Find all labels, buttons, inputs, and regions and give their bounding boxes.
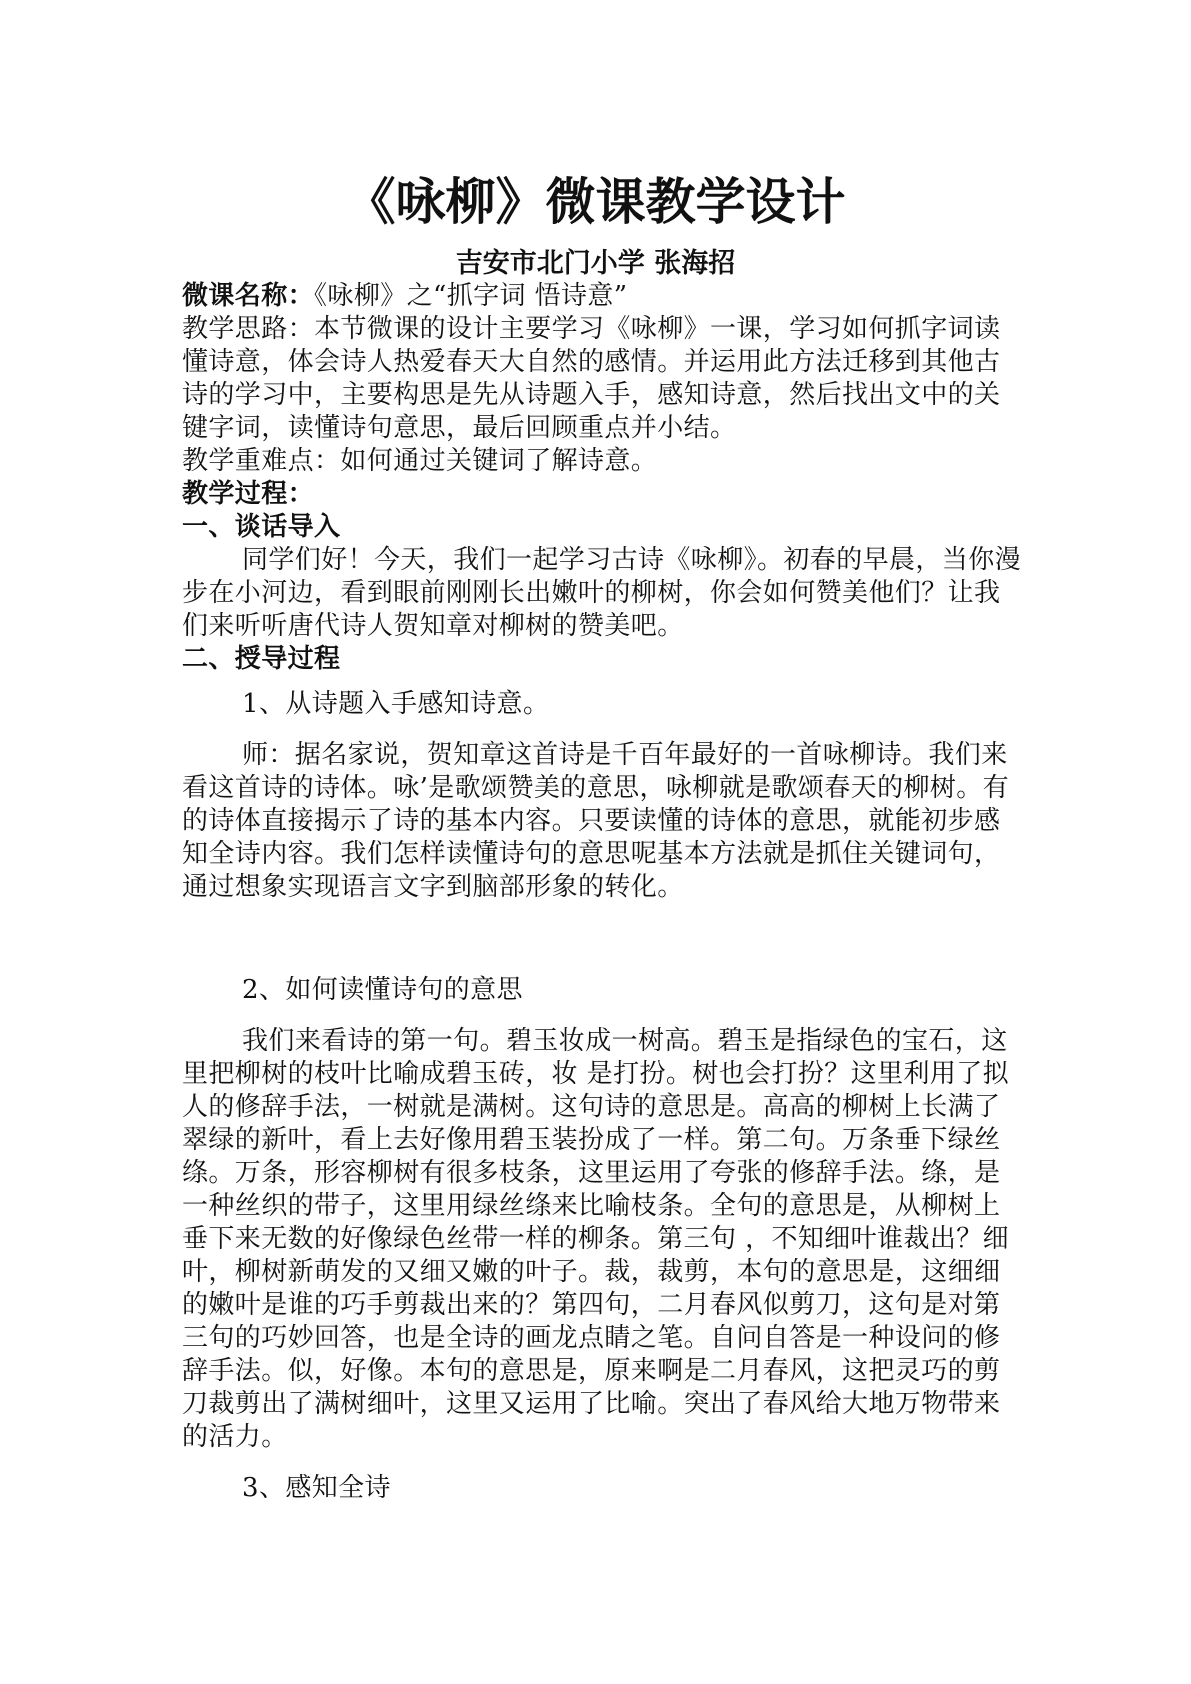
section-1-paragraph: 同学们好！今天，我们一起学习古诗《咏柳》。初春的早晨，当你漫步在小河边，看到眼前刚刚长出嫩叶的柳树，你会如何赞美他们？让我们来听听唐代诗人贺知章对柳树的赞美吧。 xyxy=(182,545,1022,641)
step-1-heading: 1、从诗题入手感知诗意。 xyxy=(242,689,550,719)
section-2-heading: 二、授导过程 xyxy=(182,644,341,674)
key-difficulty-paragraph: 教学重难点：如何通过关键词了解诗意。 xyxy=(182,446,658,476)
course-name-value: 《咏柳》之“抓字词 悟诗意” xyxy=(314,281,628,311)
course-name-line xyxy=(182,280,1022,313)
step-2-heading: 2、如何读懂诗句的意思 xyxy=(242,975,523,1005)
author-line: 吉安市北门小学 张海招 xyxy=(455,248,736,279)
teaching-thinking-paragraph: 教学思路：本节微课的设计主要学习《咏柳》一课，学习如何抓字词读懂诗意，体会诗人热爱春天大自然的感情。并运用此方法迁移到其他古诗的学习中，主要构思是先从诗题入手，感知诗意，然后找出文中的关键字词，读懂诗句意思，最后回顾重点并小结。 xyxy=(182,314,1001,443)
course-name-label: 微课名称： xyxy=(182,281,315,311)
document-body xyxy=(182,280,1022,1505)
step-3-heading: 3、感知全诗 xyxy=(242,1473,391,1503)
process-heading: 教学过程： xyxy=(182,479,315,509)
document-title: 《咏柳》微课教学设计 xyxy=(345,173,846,231)
section-1-heading: 一、谈话导入 xyxy=(182,512,341,542)
step-2-paragraph: 我们来看诗的第一句。碧玉妆成一树高。碧玉是指绿色的宝石，这里把柳树的枝叶比喻成碧玉砖，妆 是打扮。树也会打扮？这里利用了拟人的修辞手法，一树就是满树。这句诗的意思是。高高的柳树上长满了翠绿的新叶，看上去好像用碧玉装扮成了一样。第二句。万条垂下绿丝绦。万条，形容柳树有很多枝条，这里运用了夸张的修辞手法。绦，是一种丝织的带子，这里用绿丝绦来比喻枝条。全句的意思是，从柳树上垂下来无数的好像绿色丝带一样的柳条。第三句 ，不知细叶谁裁出？细叶，柳树新萌发的又细又嫩的叶子。裁，裁剪，本句的意思是，这细细的嫩叶是谁的巧手剪裁出来的？第四句，二月春风似剪刀，这句是对第三句的巧妙回答，也是全诗的画龙点睛之笔。自问自答是一种设问的修辞手法。似，好像。本句的意思是，原来啊是二月春风，这把灵巧的剪刀裁剪出了满树细叶，这里又运用了比喻。突出了春风给大地万物带来的活力。 xyxy=(182,1026,1010,1452)
step-1-paragraph: 师：据名家说，贺知章这首诗是千百年最好的一首咏柳诗。我们来看这首诗的诗体。咏’是歌颂赞美的意思，咏柳就是歌颂春天的柳树。有的诗体直接揭示了诗的基本内容。只要读懂的诗体的意思，就能初步感知全诗内容。我们怎样读懂诗句的意思呢基本方法就是抓住关键词句，通过想象实现语言文字到脑部形象的转化。 xyxy=(182,740,1010,902)
